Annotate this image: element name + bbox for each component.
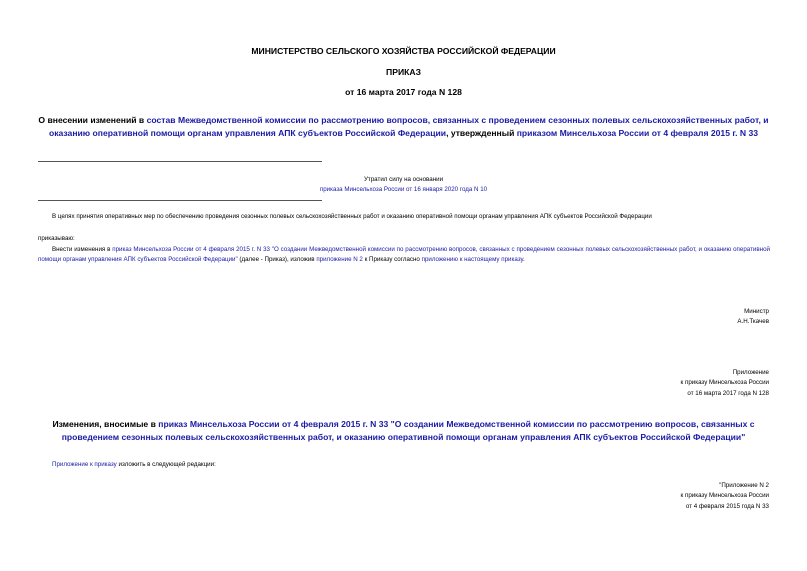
appendix2-order-ref: к приказу Минсельхоза России	[680, 492, 769, 499]
appendix2-label: "Приложение N 2	[719, 482, 769, 489]
changes-body	[52, 460, 752, 470]
status-line: Утратил силу на основании	[363, 176, 444, 183]
divider-bottom	[38, 200, 322, 201]
main-text-end: .	[522, 255, 525, 263]
main-text-start: Внести изменения в	[52, 246, 113, 253]
title-text-2: , утвержденный	[446, 127, 517, 138]
title-link-order-33[interactable]: приказом Минсельхоза России от 4 февраля 2015 г. N 33	[516, 127, 759, 138]
title-text-1: О внесении изменений в	[38, 115, 147, 125]
doc-date-heading: от 16 марта 2017 года N 128	[345, 87, 462, 97]
repeal-order-link[interactable]: приказа Минсельхоза России от 16 января 2020 года N 10	[319, 186, 488, 193]
main-text-mid2: к Приказу согласно	[362, 255, 422, 263]
doc-type-heading: ПРИКАЗ	[386, 67, 421, 77]
preamble-text: В целях принятия оперативных мер по обеспечению проведения сезонных полевых сельскохозяйственных работ и оказанию оперативной помощи органам управления АПК субъектов Российской Федерации	[52, 213, 652, 220]
document-title	[36, 114, 771, 139]
appendix-date: от 16 марта 2017 года N 128	[687, 390, 769, 397]
appendix-order-ref: к приказу Минсельхоза России	[680, 379, 769, 386]
changes-title-text: Изменения, вносимые в	[52, 419, 159, 429]
changes-title-link[interactable]: приказ Минсельхоза России от 4 февраля 2015 г. N 33 "О создании Межведомственной комиссии по рассмотрению вопросов, связанных с проведением сезонных полевых сельскохозяйственных работ, и оказанию оперативной помощи органам управления АПК субъектов Российской Федерации"	[61, 419, 755, 442]
main-text-mid: (далее - Приказ), изложив	[237, 255, 317, 263]
title-link-commission[interactable]: состав Межведомственной комиссии по рассмотрению вопросов, связанных с проведением сезонных полевых сельскохозяйственных работ, и оказанию оперативной помощи органам управления АПК субъектов Российской Федерации	[48, 115, 769, 138]
main-paragraph	[38, 245, 770, 264]
appendix2-date: от 4 февраля 2015 года N 33	[685, 503, 769, 510]
ministry-heading: МИНИСТЕРСТВО СЕЛЬСКОГО ХОЗЯЙСТВА РОССИЙСКОЙ ФЕДЕРАЦИИ	[251, 46, 556, 56]
changes-body-text: изложить в следующей редакции:	[116, 461, 216, 468]
appendix-2-link[interactable]: приложение N 2	[316, 255, 363, 263]
status-link-line	[237, 185, 570, 195]
signature-position: Министр	[744, 308, 769, 315]
divider-top	[38, 161, 322, 162]
appendix-label: Приложение	[732, 369, 769, 376]
signature-name: А.Н.Ткачев	[737, 318, 769, 325]
order-word: приказываю:	[38, 235, 75, 242]
order-33-link[interactable]: приказ Минсельхоза России от 4 февраля 2015 г. N 33 "О создании Межведомственной комиссии по рассмотрению вопросов, связанных с проведением сезонных полевых сельскохозяйственных работ, и оказанию оперативной помощи органам управления АПК субъектов Российской Федерации"	[38, 246, 770, 263]
changes-title	[30, 418, 777, 443]
appendix-to-order-link[interactable]: Приложение к приказу	[52, 461, 117, 468]
appendix-order-link[interactable]: приложению к настоящему приказу	[421, 255, 523, 263]
